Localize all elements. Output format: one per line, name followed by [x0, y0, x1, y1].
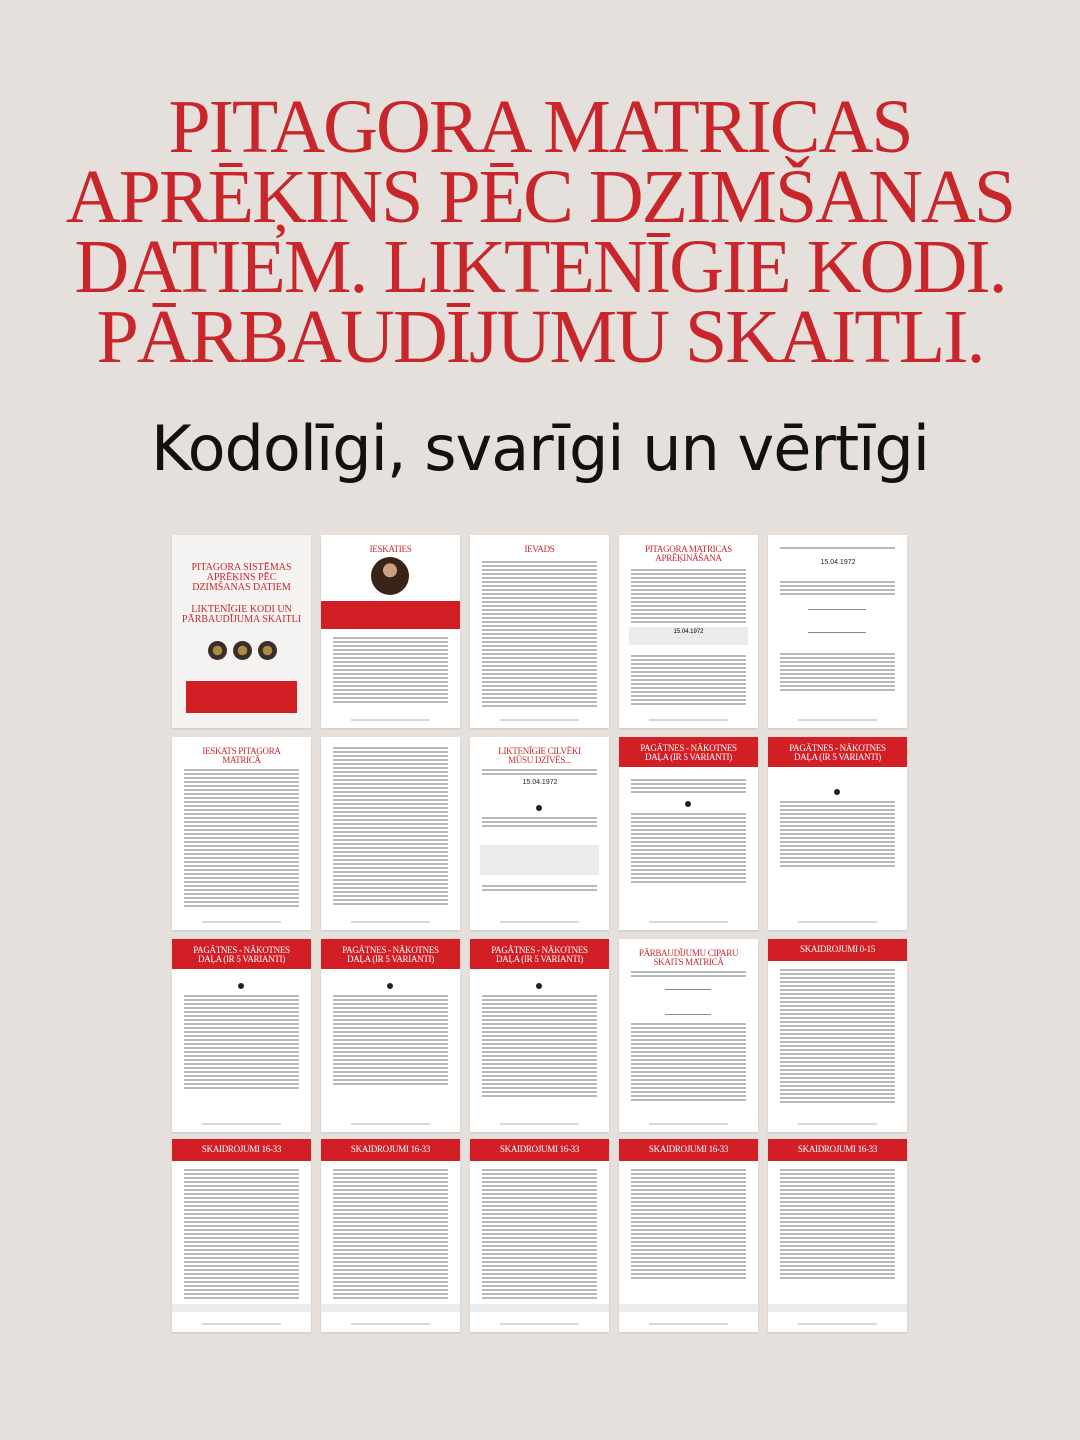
- red-header: [172, 1139, 311, 1161]
- red-header: [470, 939, 609, 969]
- page-thumbnail-aprekinasana: [619, 535, 758, 728]
- page-title: SKAIDROJUMI 16-33: [648, 1144, 729, 1154]
- page-title: LIKTENĪGIE CILVĒKI MŪSU DZĪVĒS...: [498, 746, 581, 765]
- hero-subtitle: Kodolīgi, svarīgi un vērtīgi: [151, 412, 929, 485]
- page-title: PAGĀTNES - NĀKOTNES DAĻA (IR 5 VARIANTI): [491, 945, 588, 964]
- page-thumbnail-skaidrojumi: [619, 1139, 758, 1332]
- red-banner: [321, 601, 460, 629]
- red-header: [768, 1139, 907, 1161]
- red-header: [321, 939, 460, 969]
- page-title: SKAIDROJUMI 16-33: [499, 1144, 580, 1154]
- cover-title-line: APRĒĶINS PĒC: [206, 572, 277, 583]
- cover-title-line: PITAGORA SISTĒMAS: [191, 562, 292, 573]
- matrix-table: [808, 609, 866, 633]
- author-portrait: [371, 557, 409, 595]
- page-thumbnail-skaidrojumi: [321, 1139, 460, 1332]
- cover-subtitle: [178, 605, 305, 625]
- page-title: SKAIDROJUMI 16-33: [350, 1144, 431, 1154]
- cover-subtitle-line: PĀRBAUDĪJUMA SKAITLI: [181, 614, 302, 625]
- page-thumbnail-skaidrojumi: [172, 1139, 311, 1332]
- date-box: 15.04.1972: [820, 559, 856, 566]
- red-header: [321, 1139, 460, 1161]
- red-header: [172, 939, 311, 969]
- page-title: PAGĀTNES - NĀKOTNES DAĻA (IR 5 VARIANTI): [193, 945, 290, 964]
- cover-subtitle-line: LIKTENĪGIE KODI UN: [191, 604, 292, 615]
- page-thumbnail-ieskats: [172, 737, 311, 930]
- diagram-box: [480, 845, 599, 875]
- page-thumbnail-skaidrojumi: [768, 1139, 907, 1332]
- page-thumbnail-skaidrojumi: [768, 939, 907, 1132]
- red-header: [768, 737, 907, 767]
- page-title: PAGĀTNES - NĀKOTNES DAĻA (IR 5 VARIANTI): [789, 743, 886, 762]
- page-title: PAGĀTNES - NĀKOTNES DAĻA (IR 5 VARIANTI): [342, 945, 439, 964]
- page-title: IESKATS PITAGORA MATRICĀ: [202, 746, 281, 765]
- coin-icons: [208, 641, 278, 661]
- page-thumbnail-pagatnes: [619, 737, 758, 930]
- date-box: 15.04.1972: [522, 779, 558, 786]
- page-thumbnail-pagatnes: [470, 939, 609, 1132]
- page-title: IESKATIES: [369, 544, 412, 554]
- page-thumbnail-pagatnes: [321, 939, 460, 1132]
- date-box: 15.04.1972: [629, 627, 748, 645]
- hero-title: [40, 85, 1040, 379]
- page-title: SKAIDROJUMI 16-33: [201, 1144, 282, 1154]
- page-thumbnail-ieskaties: [321, 535, 460, 728]
- hero-title-line: PITAGORA MATRICAS: [168, 85, 912, 169]
- cover-title-line: DZIMŠANAS DATIEM: [192, 582, 291, 593]
- hero-title-line: APRĒĶINS PĒC DZIMŠANAS: [65, 155, 1015, 239]
- page-thumbnail-pagatnes: [768, 737, 907, 930]
- page-title: IEVADS: [524, 544, 555, 554]
- page-thumbnail-pagatnes: [172, 939, 311, 1132]
- page-title: PĀRBAUDĪJUMU CIPARU SKAITS MATRICĀ: [638, 948, 739, 967]
- page-title: SKAIDROJUMI 0-15: [800, 944, 875, 954]
- red-header: [470, 1139, 609, 1161]
- red-header: [619, 1139, 758, 1161]
- page-thumbnail-cover: [172, 535, 311, 728]
- red-header: [768, 939, 907, 961]
- page-thumbnail-liktenigie: [470, 737, 609, 930]
- page-thumbnail-text: [321, 737, 460, 930]
- cover-red-band: [186, 681, 297, 713]
- red-header: [619, 737, 758, 767]
- page-title: PAGĀTNES - NĀKOTNES DAĻA (IR 5 VARIANTI): [640, 743, 737, 762]
- page-thumbnail-matrix: [768, 535, 907, 728]
- page-thumbnail-skaidrojumi: [470, 1139, 609, 1332]
- page-thumbnail-parbaudijumu: [619, 939, 758, 1132]
- cover-title: [178, 563, 305, 593]
- matrix-table: [665, 989, 711, 1015]
- page-title: SKAIDROJUMI 16-33: [797, 1144, 878, 1154]
- page-title: PITAGORA MATRICAS APRĒĶINĀŠANA: [645, 544, 732, 563]
- page-preview-grid: [172, 535, 908, 1332]
- page-thumbnail-ievads: [470, 535, 609, 728]
- hero-title-line: DATIEM. LIKTENĪGIE KODI.: [74, 225, 1006, 309]
- hero-title-line: PĀRBAUDĪJUMU SKAITLI.: [96, 295, 984, 379]
